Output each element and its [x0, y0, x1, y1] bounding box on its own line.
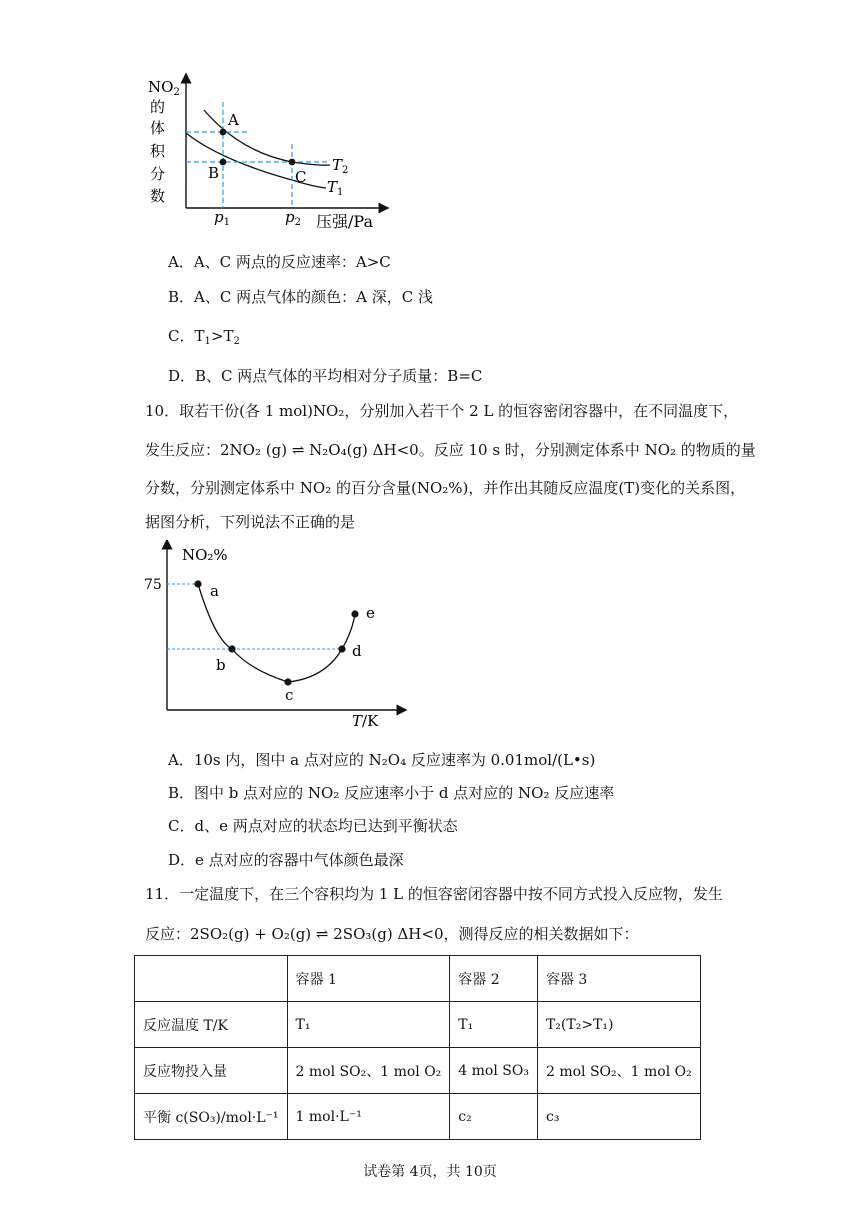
- point-b-dot: [220, 159, 227, 166]
- y-label-char: 分: [150, 165, 166, 183]
- point-b-label: B: [208, 164, 220, 182]
- t1-label: $T_1$: [327, 178, 344, 198]
- table-row: [135, 1002, 701, 1048]
- point-a-dot: [220, 129, 227, 136]
- q9-option-b: B．A、C 两点气体的颜色：A 深，C 浅: [168, 288, 433, 306]
- point-c-label: c: [285, 686, 294, 704]
- table-header-row: [135, 956, 701, 1002]
- y-axis-label: NO₂%: [182, 546, 228, 564]
- q9-option-c: C．$T_1>T_2$: [168, 327, 240, 347]
- t2-label: $T_2$: [332, 156, 349, 176]
- q11-stem-line1: 11．一定温度下，在三个容积均为 1 L 的恒容密闭容器中按不同方式投入反应物，发生: [145, 885, 723, 903]
- q10-stem-line4: 据图分析，下列说法不正确的是: [145, 513, 356, 531]
- table-cell: 4 mol SO₃: [450, 1048, 538, 1094]
- point-c-dot: [284, 678, 291, 685]
- no2-temperature-graph: [140, 540, 410, 730]
- point-a-label: a: [210, 582, 219, 600]
- q10-option-b: B．图中 b 点对应的 NO₂ 反应速率小于 d 点对应的 NO₂ 反应速率: [168, 784, 615, 802]
- x-axis-label: 压强/Pa: [316, 212, 373, 231]
- table-cell: 容器 1: [287, 956, 450, 1002]
- point-c-label: C: [295, 168, 307, 186]
- q10-stem-line1: 10．取若干份(各 1 mol)NO₂，分别加入若干个 2 L 的恒容密闭容器中，在不同温度下，: [145, 402, 739, 420]
- y-label-char: 的: [150, 98, 166, 116]
- table-cell: 反应温度 T/K: [135, 1002, 288, 1048]
- table-cell: [135, 956, 288, 1002]
- q9-option-d: D．B、C 两点气体的平均相对分子质量：B=C: [168, 367, 483, 385]
- point-d-dot: [338, 645, 345, 652]
- point-e-dot: [351, 610, 358, 617]
- y-label-char: 数: [150, 187, 166, 205]
- point-a-label: A: [228, 111, 239, 129]
- pressure-volume-fraction-graph: [140, 70, 400, 235]
- point-a-dot: [194, 580, 201, 587]
- table-cell: 反应物投入量: [135, 1048, 288, 1094]
- point-e-label: e: [366, 604, 375, 622]
- point-b-label: b: [216, 656, 226, 674]
- table-cell: 容器 3: [537, 956, 700, 1002]
- q10-stem-line2: 发生反应：2NO₂ (g) ⇌ N₂O₄(g) ΔH<0。反应 10 s 时，分别测定体系中 NO₂ 的物质的量: [145, 441, 756, 459]
- table-cell: 2 mol SO₂、1 mol O₂: [287, 1048, 450, 1094]
- table-cell: 容器 2: [450, 956, 538, 1002]
- table-cell: c₂: [450, 1094, 538, 1140]
- point-d-label: d: [352, 642, 362, 660]
- p1-label: $p_1$: [214, 208, 230, 228]
- table-row: [135, 1094, 701, 1140]
- y-label-no: $NO_2$: [148, 78, 180, 98]
- table-row: [135, 1048, 701, 1094]
- table-cell: T₁: [287, 1002, 450, 1048]
- page-footer: 试卷第 4页，共 10页: [363, 1164, 497, 1180]
- y-label-char: 体: [150, 119, 166, 137]
- y-tick-75: 75: [144, 577, 162, 593]
- reaction-data-table: [134, 955, 701, 1140]
- table-cell: 平衡 c(SO₃)/mol·L⁻¹: [135, 1094, 288, 1140]
- table-cell: T₂(T₂>T₁): [537, 1002, 700, 1048]
- q10-option-c: C．d、e 两点对应的状态均已达到平衡状态: [168, 817, 458, 835]
- q10-option-d: D．e 点对应的容器中气体颜色最深: [168, 851, 404, 869]
- q11-stem-line2: 反应：2SO₂(g) + O₂(g) ⇌ 2SO₃(g) ΔH<0，测得反应的相关数据如下：: [145, 925, 639, 943]
- q10-option-a: A．10s 内，图中 a 点对应的 N₂O₄ 反应速率为 0.01mol/(L•s): [168, 751, 596, 769]
- p2-label: $p_2$: [285, 208, 301, 228]
- table-cell: 2 mol SO₂、1 mol O₂: [537, 1048, 700, 1094]
- q9-option-a: A．A、C 两点的反应速率：A>C: [168, 253, 391, 271]
- point-c-dot: [289, 159, 296, 166]
- table-cell: T₁: [450, 1002, 538, 1048]
- q10-stem-line3: 分数，分别测定体系中 NO₂ 的百分含量(NO₂%)，并作出其随反应温度(T)变化的关系图，: [145, 479, 746, 497]
- point-b-dot: [228, 645, 235, 652]
- x-axis-label: T/K: [352, 712, 379, 730]
- table-cell: 1 mol·L⁻¹: [287, 1094, 450, 1140]
- y-label-char: 积: [150, 142, 166, 160]
- table-cell: c₃: [537, 1094, 700, 1140]
